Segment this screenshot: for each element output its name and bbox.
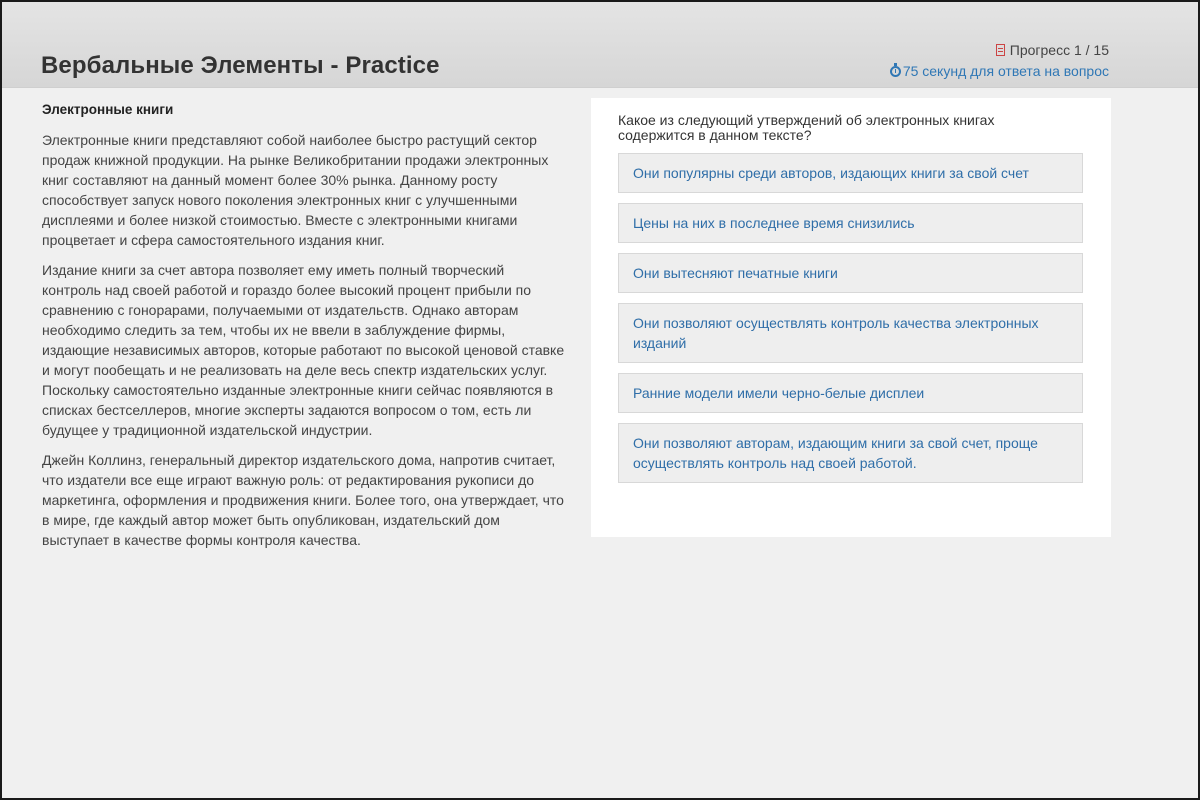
question-text: Какое из следующий утверждений об электронных книгах содержится в данном тексте?	[618, 112, 995, 143]
timer-text: 75 секунд для ответа на вопрос	[902, 63, 1109, 79]
question-panel	[591, 98, 1111, 537]
passage-paragraph: Электронные книги представляют собой наиболее быстро растущий сектор продаж книжной продукции. На рынке Великобритании продажи электронных книг составляют на данный момент более 30% рынка. Данному росту способствует запуск нового поколения электронных книг с улучшенными дисплеями и более низкой стоимостью. Вместе с электронными книгами процветает и сфера самостоятельного издания книг.	[42, 132, 549, 248]
passage-paragraph: Джейн Коллинз, генеральный директор издательского дома, напротив считает, что издатели все еще играют важную роль: от редактирования рукописи до маркетинга, оформления и продвижения книги. Более того, она утверждает, что в мире, где каждый автор может быть опубликован, издательский дом выступает в качестве формы контроля качества.	[42, 452, 564, 548]
answer-option[interactable]: Они позволяют осуществлять контроль качества электронных изданий	[618, 303, 1083, 363]
answer-option[interactable]: Они позволяют авторам, издающим книги за свой счет, проще осуществлять контроль над своей работой.	[618, 423, 1083, 483]
answer-option[interactable]: Они вытесняют печатные книги	[618, 253, 1083, 293]
header-bar	[2, 2, 1198, 88]
answer-option[interactable]: Цены на них в последнее время снизились	[618, 203, 1083, 243]
document-icon	[996, 44, 1005, 56]
page-title: Вербальные Элементы - Practice	[41, 52, 440, 79]
stopwatch-icon	[890, 66, 901, 77]
timer-indicator	[890, 63, 1109, 79]
passage-paragraph: Издание книги за счет автора позволяет ему иметь полный творческий контроль над своей работой и гораздо более высокий процент прибыли по сравнению с гонорарами, получаемыми от издательств. Однако авторам необходимо следить за тем, чтобы их не ввели в заблуждение фирмы, издающие независимых авторов, которые работают по высокой ценовой ставке и могут пообещать и не реализовать на деле весь спектр издательских услуг. Поскольку самостоятельно изданные электронные книги сейчас появляются в списках бестселлеров, многие эксперты задаются вопросом о том, есть ли будущее у традиционной издательской индустрии.	[42, 262, 565, 438]
answer-option[interactable]: Ранние модели имели черно-белые дисплеи	[618, 373, 1083, 413]
answer-option[interactable]: Они популярны среди авторов, издающих книги за свой счет	[618, 153, 1083, 193]
answer-list	[618, 153, 1083, 493]
progress-text: Прогресс 1 / 15	[1009, 42, 1109, 58]
progress-indicator	[996, 42, 1109, 58]
passage-title: Электронные книги	[42, 102, 174, 117]
reading-passage	[42, 100, 567, 560]
